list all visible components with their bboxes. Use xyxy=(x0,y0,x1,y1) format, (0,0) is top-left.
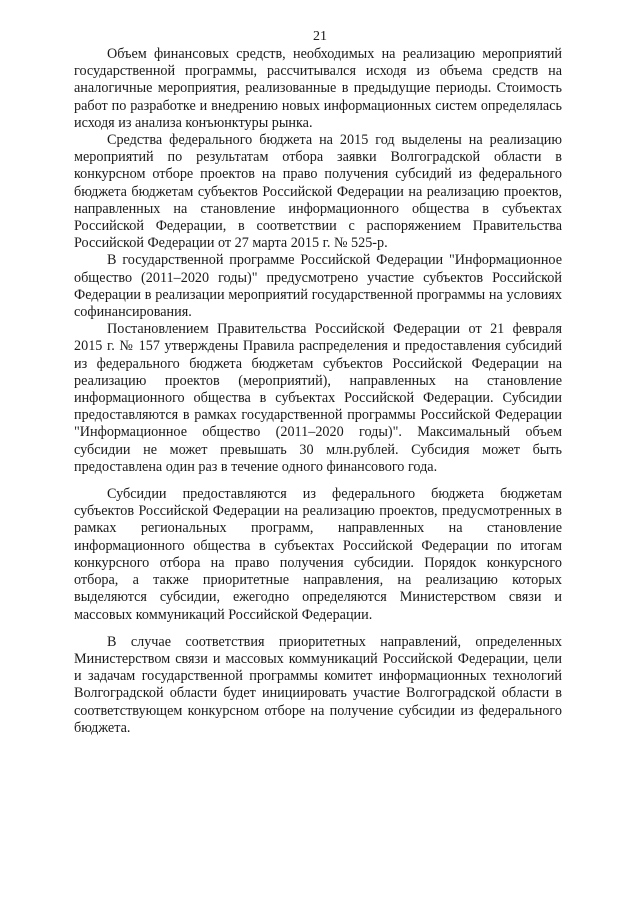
document-body xyxy=(74,46,562,737)
paragraph-funding-volume: Объем финансовых средств, необходимых на реализацию мероприятий государственной программы, рассчитывался исходя из объема средств на аналогичные мероприятия, реализованные в предыдущие периоды. Стоимость работ по разработке и внедрению новых информационных систем определялась исходя из анализа конъюнктуры рынка. xyxy=(74,46,562,131)
paragraph-government-decree: Постановлением Правительства Российской Федерации от 21 февраля 2015 г. № 157 утверждены Правила распределения и предоставления субсидий из федерального бюджета бюджетам субъектов Российской Федерации на реализацию проектов (мероприятий), направленных на становление информационного общества в субъектах Российской Федерации. Субсидии предоставляются в рамках государственной программы Российской Федерации "Информационное общество (2011–2020 годы)". Максимальный объем субсидии не может превышать 30 млн.рублей. Субсидия может быть предоставлена один раз в течение одного финансового года. xyxy=(74,321,562,475)
page-number: 21 xyxy=(313,29,327,44)
paragraph-state-program-participation: В государственной программе Российской Федерации "Информационное общество (2011–2020 годы)" предусмотрено участие субъектов Российской Федерации в реализации мероприятий государственной программы на условиях софинансирования. xyxy=(74,252,562,321)
paragraph-subsidies-provision: Субсидии предоставляются из федерального бюджета бюджетам субъектов Российской Федерации на реализацию проектов, предусмотренных в рамках региональных программ, направленных на становление информационного общества в субъектах Российской Федерации по итогам конкурсного отбора на право получения субсидии. Порядок конкурсного отбора, а также приоритетные направления, на реализацию которых выделяются субсидии, ежегодно определяются Министерством связи и массовых коммуникаций Российской Федерации. xyxy=(74,486,562,623)
paragraph-federal-budget-2015: Средства федерального бюджета на 2015 год выделены на реализацию мероприятий по результатам отбора заявки Волгоградской области в конкурсном отборе проектов на право получения субсидий из федерального бюджета бюджетам субъектов Российской Федерации на реализацию проектов, направленных на становление информационного общества в субъектах Российской Федерации, в соответствии с распоряжением Правительства Российской Федерации от 27 марта 2015 г. № 525-р. xyxy=(74,132,562,252)
paragraph-priority-directions: В случае соответствия приоритетных направлений, определенных Министерством связи и массовых коммуникаций Российской Федерации, цели и задачам государственной программы комитет информационных технологий Волгоградской области будет инициировать участие Волгоградской области в соответствующем конкурсном отборе на получение субсидии из федерального бюджета. xyxy=(74,633,562,736)
